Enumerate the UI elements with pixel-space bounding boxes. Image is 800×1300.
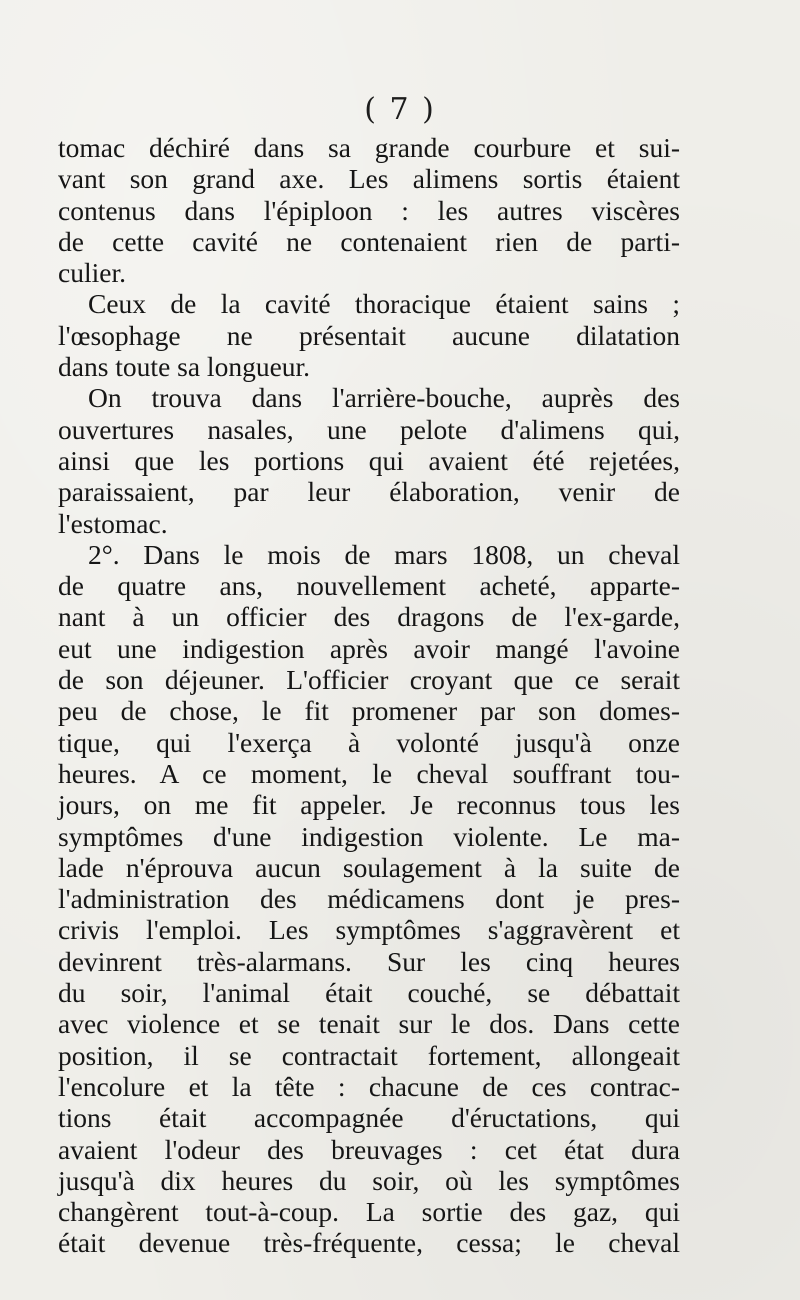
text-line: nant à un officier des dragons de l'ex-garde, <box>58 601 680 633</box>
text-line: peu de chose, le fit promener par son domes- <box>58 695 680 727</box>
text-line: culier. <box>58 257 126 289</box>
text-line: 2°. Dans le mois de mars 1808, un cheval <box>88 538 680 570</box>
text-line: crivis l'emploi. Les symptômes s'aggravèrent et <box>58 914 680 946</box>
text-line: du soir, l'animal était couché, se débattait <box>58 977 680 1009</box>
text-line: tique, qui l'exerça à volonté jusqu'à onze <box>58 726 680 758</box>
text-line: heures. A ce moment, le cheval souffrant tou- <box>58 757 680 789</box>
text-line: avaient l'odeur des breuvages : cet état dura <box>58 1133 680 1165</box>
text-line: était devenue très-fréquente, cessa; le cheval <box>58 1227 680 1259</box>
text-line: symptômes d'une indigestion violente. Le ma- <box>58 820 680 852</box>
text-line: ouvertures nasales, une pelote d'alimens qui, <box>58 413 680 445</box>
text-line: avec violence et se tenait sur le dos. Dans cette <box>58 1008 680 1040</box>
text-line: tions était accompagnée d'éructations, qui <box>58 1102 680 1134</box>
text-line: eut une indigestion après avoir mangé l'avoine <box>58 632 680 664</box>
body-text <box>58 132 680 1259</box>
text-line: tomac déchiré dans sa grande courbure et sui- <box>58 132 680 163</box>
text-line: position, il se contractait fortement, allongeait <box>58 1039 680 1071</box>
text-line: de quatre ans, nouvellement acheté, apparte- <box>58 570 680 602</box>
text-line: devinrent très-alarmans. Sur les cinq heures <box>58 945 680 977</box>
text-line: l'encolure et la tête : chacune de ces contrac- <box>58 1070 680 1102</box>
text-line: On trouva dans l'arrière-bouche, auprès des <box>88 382 680 414</box>
text-line: ainsi que les portions qui avaient été rejetées, <box>58 444 680 476</box>
text-line: lade n'éprouva aucun soulagement à la suite de <box>58 851 680 883</box>
text-line: paraissaient, par leur élaboration, venir de <box>58 476 680 508</box>
text-line: contenus dans l'épiploon : les autres viscères <box>58 194 680 226</box>
text-line: l'administration des médicamens dont je pres- <box>58 883 680 915</box>
text-line: de cette cavité ne contenaient rien de parti- <box>58 225 680 257</box>
text-line: l'œsophage ne présentait aucune dilatation <box>58 319 680 351</box>
text-line: de son déjeuner. L'officier croyant que ce serait <box>58 664 680 696</box>
text-line: vant son grand axe. Les alimens sortis étaient <box>58 163 680 195</box>
page-number: ( 7 ) <box>364 92 436 127</box>
text-line: l'estomac. <box>58 507 168 539</box>
text-line: dans toute sa longueur. <box>58 351 311 383</box>
text-line: jours, on me fit appeler. Je reconnus tous les <box>58 789 680 821</box>
text-line: Ceux de la cavité thoracique étaient sains ; <box>88 288 680 320</box>
text-line: jusqu'à dix heures du soir, où les symptômes <box>58 1164 680 1196</box>
text-line: changèrent tout-à-coup. La sortie des gaz, qui <box>58 1196 680 1228</box>
